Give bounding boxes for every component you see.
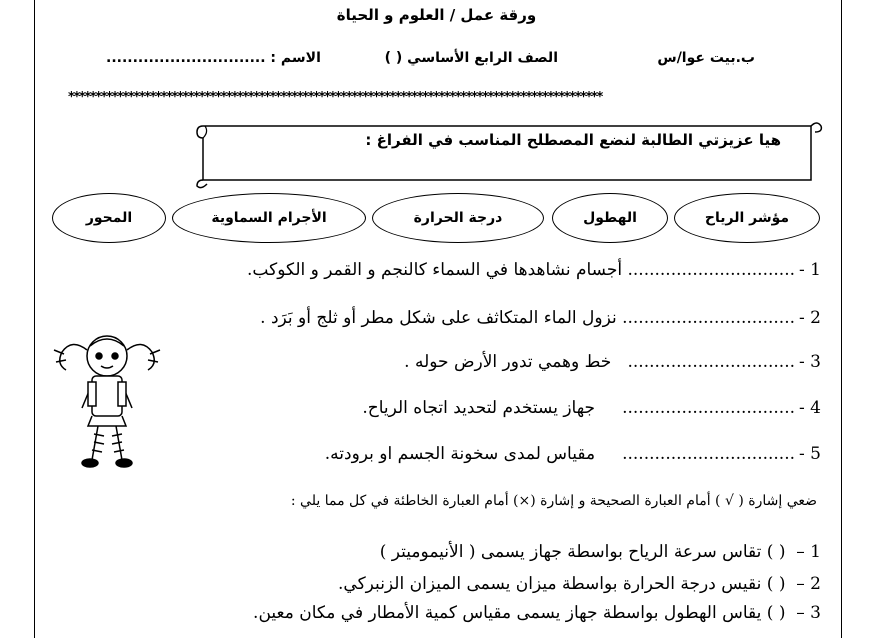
term-oval: درجة الحرارة [372,193,544,243]
answer-paren: ( ) [766,574,786,594]
answer-paren: ( ) [766,542,786,562]
worksheet-title: ورقة عمل / العلوم و الحياة [336,6,537,24]
question-row: 1 -............................... أجسام نشاهدها في السماء كالنجم و القمر و الكوكب. [247,260,821,280]
question-row: 2 -................................ نزول الماء المتكاثف على شكل مطر أو ثلج أو بَرَد . [260,308,821,328]
term-oval: المحور [52,193,166,243]
school-name: ب.بيت عوا/س [657,50,755,66]
term-oval: الهطول [552,193,668,243]
grade-label: الصف الرابع الأساسي ( ) [384,50,558,66]
student-name-field: الاسم : .............................. [106,50,321,66]
fill-blank-instruction: هيا عزيزتي الطالبة لنضع المصطلح المناسب في الفراغ : [365,131,781,149]
true-false-item: 1 – ( ) تقاس سرعة الرياح بواسطة جهاز يسمى ( الأنيموميتر ) [379,542,821,562]
true-false-instruction: ضعي إشارة ( √ ) أمام العبارة الصحيحة و إشارة (×) أمام العبارة الخاطئة في كل مما يلي : [290,493,817,509]
question-row: 3 -............................... خط وهمي تدور الأرض حوله . [404,352,821,372]
answer-paren: ( ) [766,603,786,623]
schoolgirl-illustration [52,330,162,470]
true-false-item: 3 – ( ) يقاس الهطول بواسطة جهاز يسمى مقياس كمية الأمطار في مكان معين. [253,603,821,623]
star-divider: ************************************************************************************************** [68,90,602,105]
term-oval: مؤشر الرياح [674,193,820,243]
true-false-item: 2 – ( ) نقيس درجة الحرارة بواسطة ميزان يسمى الميزان الزنبركي. [338,574,821,594]
question-row: 5 -................................ مقياس لمدى سخونة الجسم او برودته. [324,444,821,464]
scroll-banner-icon [193,118,825,190]
term-oval: الأجرام السماوية [172,193,366,243]
question-row: 4 -................................ جهاز يستخدم لتحديد اتجاه الرياح. [362,398,821,418]
